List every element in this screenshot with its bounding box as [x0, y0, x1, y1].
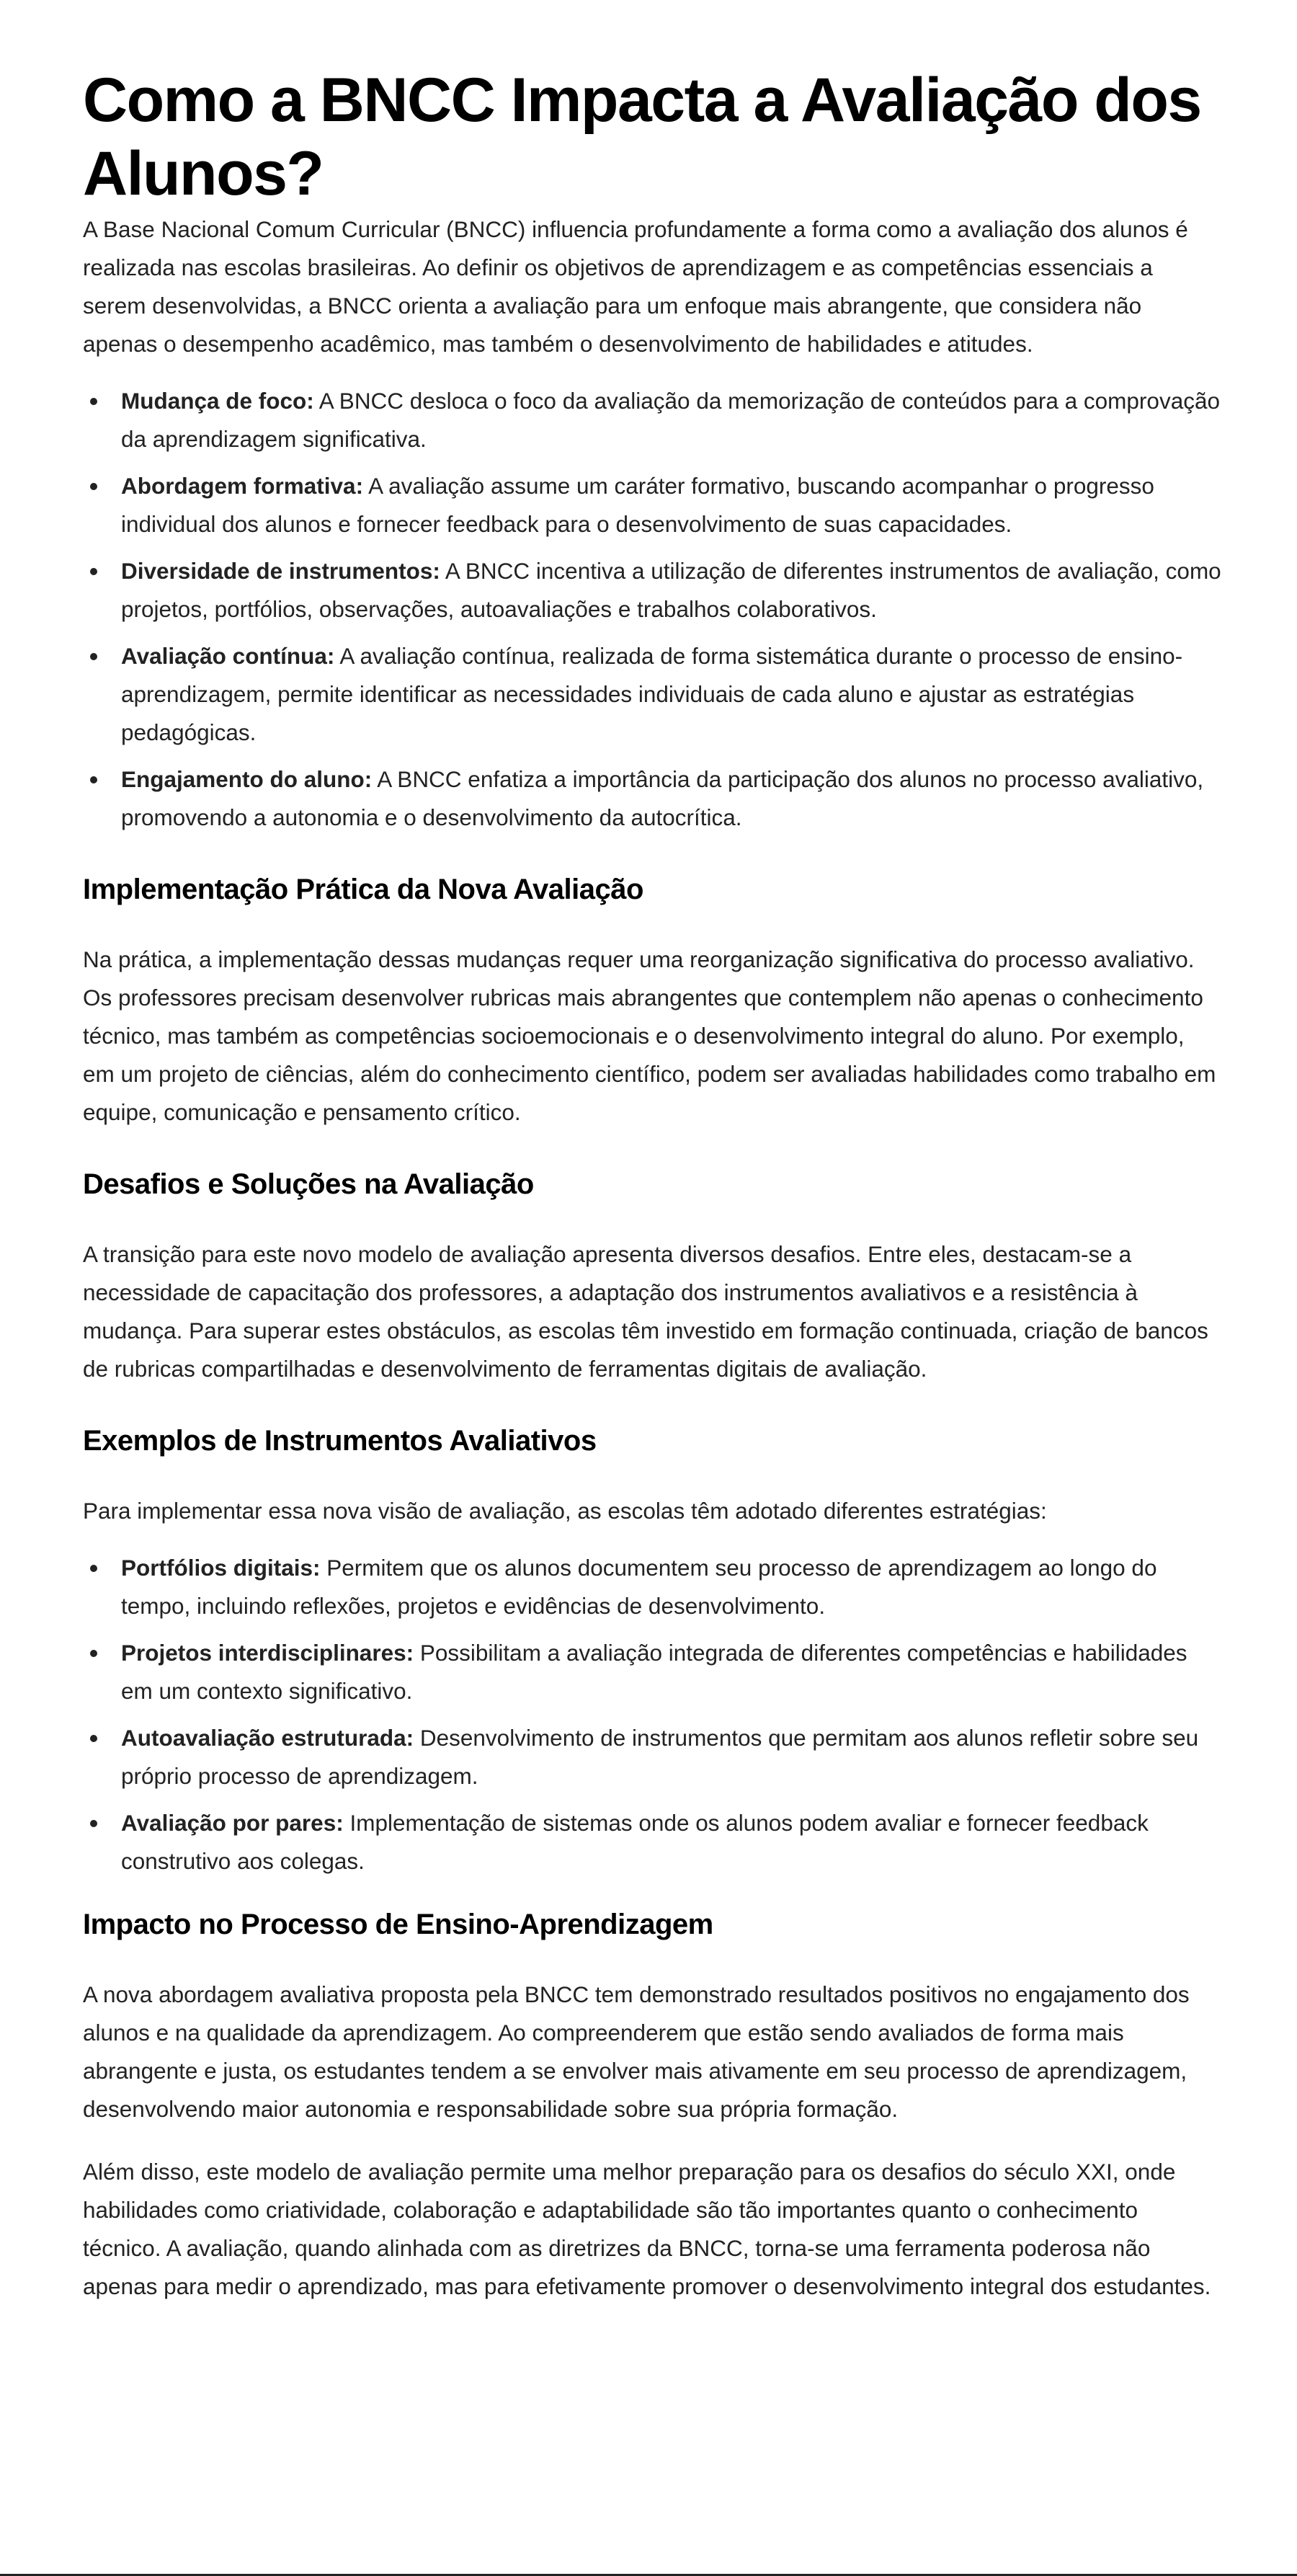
section-heading: Impacto no Processo de Ensino-Aprendizagem [83, 1909, 713, 1940]
section-exemplos [83, 1423, 1221, 1880]
list-item [83, 552, 1221, 629]
list-item-term: Autoavaliação estruturada: [121, 1725, 414, 1751]
section-heading: Exemplos de Instrumentos Avaliativos [83, 1425, 597, 1457]
bullet-icon [90, 398, 97, 405]
bullet-icon [90, 1650, 97, 1657]
list-item-text: A BNCC incentiva a utilização de diferentes instrumentos de avaliação, como projetos, portfólios, observações, autoavaliações e trabalhos colaborativos. [121, 558, 1221, 622]
list-item-text: Possibilitam a avaliação integrada de diferentes competências e habilidades em um contexto significativo. [121, 1640, 1187, 1704]
list-item [83, 1549, 1221, 1625]
list-item-term: Avaliação por pares: [121, 1810, 344, 1836]
list-item [83, 1804, 1221, 1880]
section-paragraph: Além disso, este modelo de avaliação permite uma melhor preparação para os desafios do século XXI, onde habilidades como criatividade, colaboração e adaptabilidade são tão importantes quanto o conhecimento técnico. A avaliação, quando alinhada com as diretrizes da BNCC, torna-se uma ferramenta poderosa não apenas para medir o aprendizado, mas para efetivamente promover o desenvolvimento integral dos estudantes. [83, 2159, 1211, 2299]
section-heading: Implementação Prática da Nova Avaliação [83, 874, 643, 905]
list-item-term: Engajamento do aluno: [121, 766, 373, 792]
instruments-list [83, 1549, 1221, 1880]
bullet-icon [90, 776, 97, 783]
section-paragraph: Para implementar essa nova visão de avaliação, as escolas têm adotado diferentes estratégias: [83, 1498, 1047, 1524]
list-item [83, 1719, 1221, 1795]
list-item-text: Implementação de sistemas onde os alunos podem avaliar e fornecer feedback construtivo aos colegas. [121, 1810, 1149, 1874]
list-item [83, 760, 1221, 837]
bullet-icon [90, 1565, 97, 1572]
bullet-icon [90, 653, 97, 660]
section-paragraph: A transição para este novo modelo de avaliação apresenta diversos desafios. Entre eles, destacam-se a necessidade de capacitação dos professores, a adaptação dos instrumentos avaliativos e a resistência à mudança. Para superar estes obstáculos, as escolas têm investido em formação continuada, criação de bancos de rubricas compartilhadas e desenvolvimento de ferramentas digitais de avaliação. [83, 1241, 1208, 1382]
list-item-term: Mudança de foco: [121, 388, 314, 414]
section-implementacao [83, 871, 1221, 1132]
bullet-icon [90, 568, 97, 575]
list-item-term: Projetos interdisciplinares: [121, 1640, 414, 1666]
list-item-term: Diversidade de instrumentos: [121, 558, 440, 584]
list-item-text: A BNCC desloca o foco da avaliação da memorização de conteúdos para a comprovação da aprendizagem significativa. [121, 388, 1220, 452]
page-title: Como a BNCC Impacta a Avaliação dos Alunos? [83, 66, 1201, 208]
list-item-term: Portfólios digitais: [121, 1555, 321, 1581]
bullet-icon [90, 1820, 97, 1827]
intro-paragraph: A Base Nacional Comum Curricular (BNCC) influencia profundamente a forma como a avaliação dos alunos é realizada nas escolas brasileiras. Ao definir os objetivos de aprendizagem e as competências essenciais a serem desenvolvidas, a BNCC orienta a avaliação para um enfoque mais abrangente, que considera não apenas o desempenho acadêmico, mas também o desenvolvimento de habilidades e atitudes. [83, 216, 1188, 357]
section-heading: Desafios e Soluções na Avaliação [83, 1168, 534, 1200]
list-item-text: A avaliação contínua, realizada de forma sistemática durante o processo de ensino-aprendizagem, permite identificar as necessidades individuais de cada aluno e ajustar as estratégias pedagógicas. [121, 643, 1183, 745]
list-item-term: Abordagem formativa: [121, 473, 364, 499]
section-impacto [83, 1906, 1221, 2306]
bullet-icon [90, 483, 97, 490]
list-item-text: Desenvolvimento de instrumentos que permitam aos alunos refletir sobre seu próprio processo de aprendizagem. [121, 1725, 1199, 1789]
section-paragraph: Na prática, a implementação dessas mudanças requer uma reorganização significativa do processo avaliativo. Os professores precisam desenvolver rubricas mais abrangentes que contemplem não apenas o conhecimento técnico, mas também as competências socioemocionais e o desenvolvimento integral do aluno. Por exemplo, em um projeto de ciências, além do conhecimento científico, podem ser avaliadas habilidades como trabalho em equipe, comunicação e pensamento crítico. [83, 946, 1216, 1125]
list-item-text: A BNCC enfatiza a importância da participação dos alunos no processo avaliativo, promovendo a autonomia e o desenvolvimento da autocrítica. [121, 766, 1204, 830]
list-item-text: Permitem que os alunos documentem seu processo de aprendizagem ao longo do tempo, incluindo reflexões, projetos e evidências de desenvolvimento. [121, 1555, 1157, 1619]
list-item [83, 467, 1221, 543]
section-desafios [83, 1166, 1221, 1388]
list-item [83, 1634, 1221, 1710]
section-paragraph: A nova abordagem avaliativa proposta pela BNCC tem demonstrado resultados positivos no engajamento dos alunos e na qualidade da aprendizagem. Ao compreenderem que estão sendo avaliados de forma mais abrangente e justa, os estudantes tendem a se envolver mais ativamente em seu processo de aprendizagem, desenvolvendo maior autonomia e responsabilidade sobre sua própria formação. [83, 1981, 1190, 2122]
key-points-list [83, 382, 1221, 837]
list-item-text: A avaliação assume um caráter formativo, buscando acompanhar o progresso individual dos alunos e fornecer feedback para o desenvolvimento de suas capacidades. [121, 473, 1154, 537]
list-item-term: Avaliação contínua: [121, 643, 335, 669]
bullet-icon [90, 1735, 97, 1742]
list-item [83, 637, 1221, 752]
article [83, 0, 1221, 2306]
list-item [83, 382, 1221, 458]
